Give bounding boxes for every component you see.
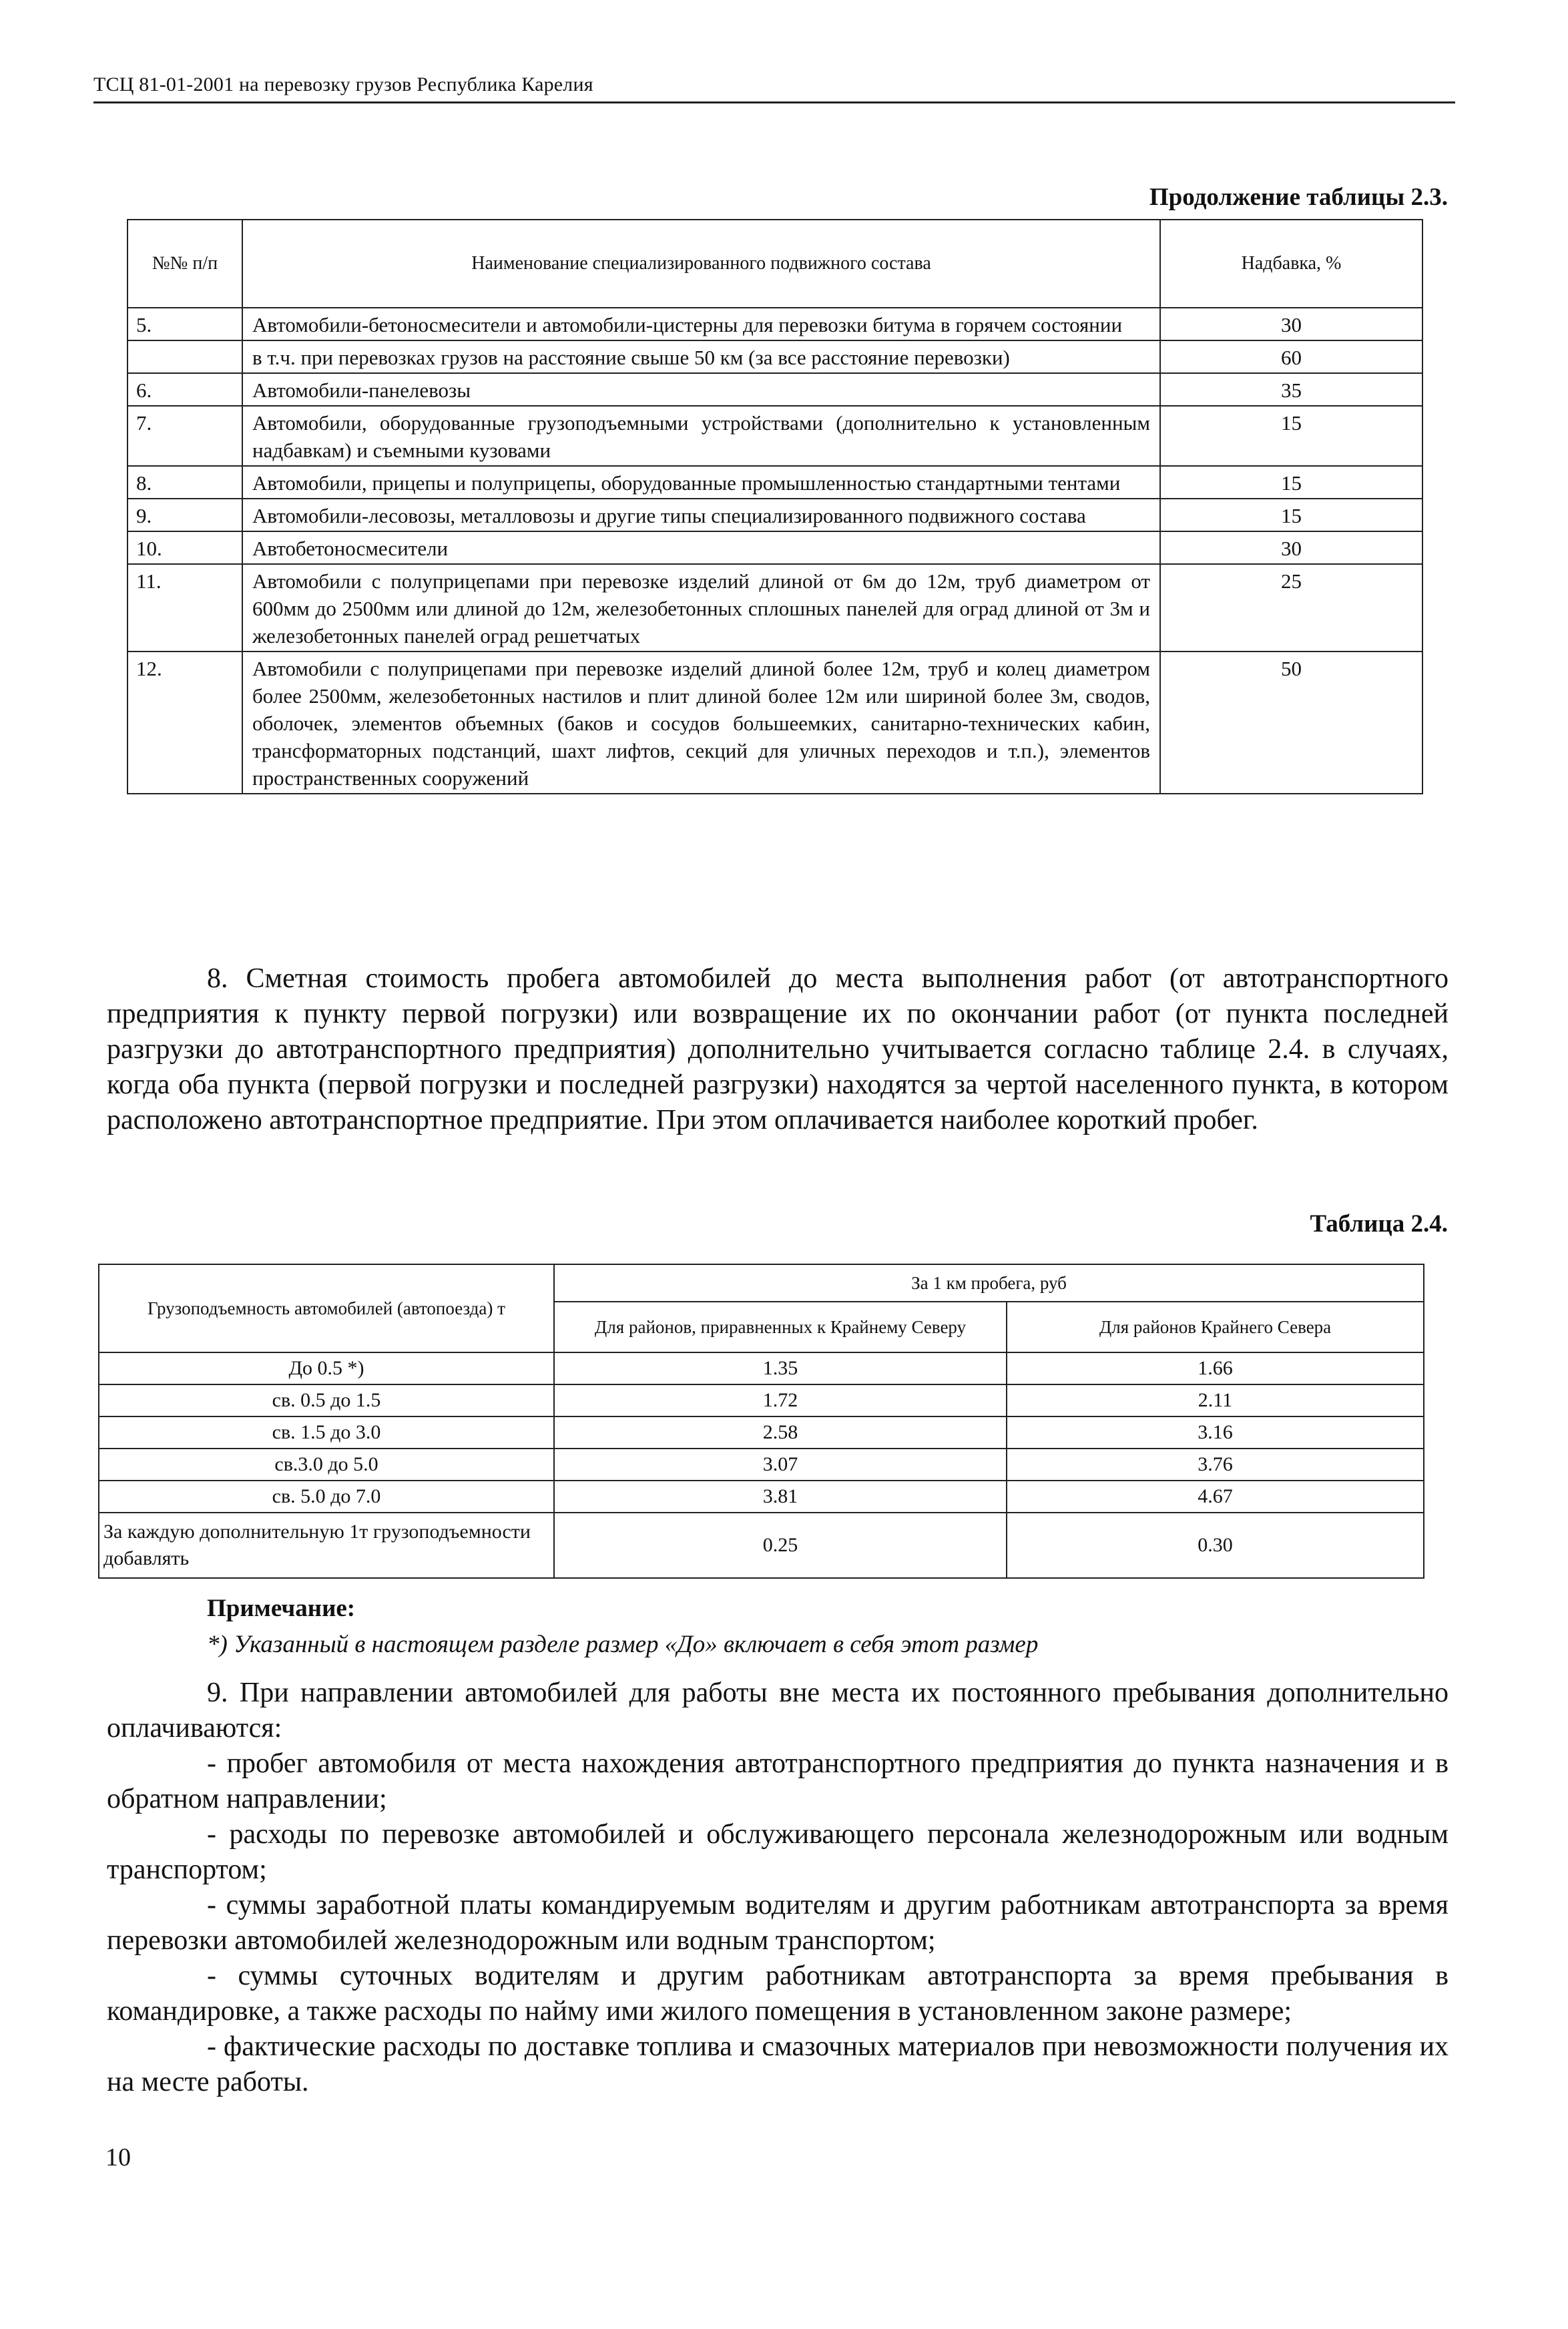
column-header-capacity: Грузоподъемность автомобилей (автопоезда) т	[99, 1264, 554, 1352]
row-value: 15	[1160, 466, 1422, 499]
table-row	[127, 340, 1422, 373]
table-row	[99, 1384, 1424, 1416]
row-value: 50	[1160, 652, 1422, 794]
row-number: 9.	[127, 499, 242, 531]
table-row	[99, 1352, 1424, 1384]
row-value-equivalent-north: 1.72	[554, 1384, 1007, 1416]
row-value-far-north: 4.67	[1007, 1481, 1424, 1513]
page-number: 10	[105, 2143, 131, 2171]
note-title: Примечание:	[207, 1595, 356, 1622]
list-item: - расходы по перевозке автомобилей и обслуживающего персонала железнодорожным или водным транспортом;	[107, 1819, 1449, 1885]
row-capacity: св. 1.5 до 3.0	[99, 1416, 554, 1449]
note-text: *) Указанный в настоящем разделе размер «До» включает в себя этот размер	[207, 1631, 1039, 1658]
row-value: 15	[1160, 499, 1422, 531]
row-number: 10.	[127, 531, 242, 564]
paragraph-8-text: 8. Сметная стоимость пробега автомобилей до места выполнения работ (от автотранспортного предприятия к пункту первой погрузки) или возвращение их по окончании работ (от пункта последней разгрузки до автотранспортного предприятия) дополнительно учитывается согласно таблице 2.4. в случаях, когда оба пункта (первой погрузки и последней разгрузки) находятся за чертой населенного пункта, в котором расположено автотранспортное предприятие. При этом оплачивается наиболее короткий пробег.	[107, 963, 1449, 1135]
table-row	[127, 564, 1422, 652]
row-capacity: За каждую дополнительную 1т грузоподъемности добавлять	[99, 1513, 554, 1578]
row-value-equivalent-north: 0.25	[554, 1513, 1007, 1578]
column-header-surcharge: Надбавка, %	[1160, 220, 1422, 308]
table-2-4	[98, 1264, 1424, 1579]
row-name: Автомобили с полуприцепами при перевозке изделий длиной более 12м, труб и колец диаметром более 2500мм, железобетонных настилов и плит длиной более 12м или шириной более 3м, сводов, оболочек, элементов объемных (баков и сосудов большеемких, санитарно-технических кабин, трансформаторных подстанций, шахт лифтов, секций для уличных переходов и т.п.), элементов пространственных сооружений	[242, 652, 1160, 794]
column-header-far-north: Для районов Крайнего Севера	[1007, 1302, 1424, 1352]
row-number: 7.	[127, 406, 242, 466]
row-value-far-north: 3.16	[1007, 1416, 1424, 1449]
row-value: 30	[1160, 531, 1422, 564]
row-value: 25	[1160, 564, 1422, 652]
table-row	[127, 652, 1422, 794]
table-row	[127, 466, 1422, 499]
paragraph-8	[107, 961, 1449, 1138]
row-number: 8.	[127, 466, 242, 499]
row-name: Автомобили с полуприцепами при перевозке изделий длиной от 6м до 12м, труб диаметром от 600мм до 2500мм или длиной до 12м, железобетонных сплошных панелей для оград длиной от 3м и железобетонных панелей оград решетчатых	[242, 564, 1160, 652]
table-row	[127, 308, 1422, 340]
row-value-equivalent-north: 3.07	[554, 1449, 1007, 1481]
table-row	[127, 406, 1422, 466]
table-header-row	[99, 1264, 1424, 1302]
row-number: 5.	[127, 308, 242, 340]
list-item: - суммы суточных водителям и другим работникам автотранспорта за время пребывания в командировке, а также расходы по найму ими жилого помещения в установленном законе размере;	[107, 1961, 1449, 2027]
row-number: 11.	[127, 564, 242, 652]
table-row	[99, 1416, 1424, 1449]
table-row	[99, 1449, 1424, 1481]
row-name: Автомобили-лесовозы, металловозы и другие типы специализированного подвижного состава	[242, 499, 1160, 531]
table-row	[127, 531, 1422, 564]
row-value-equivalent-north: 2.58	[554, 1416, 1007, 1449]
row-value: 30	[1160, 308, 1422, 340]
row-name: в т.ч. при перевозках грузов на расстояние свыше 50 км (за все расстояние перевозки)	[242, 340, 1160, 373]
table-row	[99, 1481, 1424, 1513]
row-capacity: св. 5.0 до 7.0	[99, 1481, 554, 1513]
row-name: Автомобили-бетоносмесители и автомобили-цистерны для перевозки битума в горячем состоянии	[242, 308, 1160, 340]
row-name: Автобетоносмесители	[242, 531, 1160, 564]
row-number: 6.	[127, 373, 242, 406]
row-name: Автомобили-панелевозы	[242, 373, 1160, 406]
list-item: - фактические расходы по доставке топлива и смазочных материалов при невозможности получения их на месте работы.	[107, 2031, 1449, 2097]
table-2-3	[127, 219, 1423, 794]
list-item: - суммы заработной платы командируемым водителям и другим работникам автотранспорта за время перевозки автомобилей железнодорожным или водным транспортом;	[107, 1890, 1449, 1956]
row-value: 60	[1160, 340, 1422, 373]
column-header-name: Наименование специализированного подвижного состава	[242, 220, 1160, 308]
row-number: 12.	[127, 652, 242, 794]
table-row	[99, 1513, 1424, 1578]
column-header-number: №№ п/п	[127, 220, 242, 308]
row-number	[127, 340, 242, 373]
row-value-far-north: 2.11	[1007, 1384, 1424, 1416]
header-rule	[93, 101, 1455, 103]
table-header-row	[127, 220, 1422, 308]
row-name: Автомобили, прицепы и полуприцепы, оборудованные промышленностью стандартными тентами	[242, 466, 1160, 499]
row-value-far-north: 0.30	[1007, 1513, 1424, 1578]
row-name: Автомобили, оборудованные грузоподъемными устройствами (дополнительно к установленным надбавкам) и съемными кузовами	[242, 406, 1160, 466]
row-value: 35	[1160, 373, 1422, 406]
row-value-far-north: 3.76	[1007, 1449, 1424, 1481]
row-capacity: св.3.0 до 5.0	[99, 1449, 554, 1481]
row-value: 15	[1160, 406, 1422, 466]
row-capacity: св. 0.5 до 1.5	[99, 1384, 554, 1416]
column-header-equivalent-north: Для районов, приравненных к Крайнему Северу	[554, 1302, 1007, 1352]
paragraph-9	[107, 1675, 1449, 2100]
table-row	[127, 499, 1422, 531]
row-capacity: До 0.5 *)	[99, 1352, 554, 1384]
running-header: ТСЦ 81-01-2001 на перевозку грузов Республика Карелия	[93, 73, 593, 95]
list-item: - пробег автомобиля от места нахождения автотранспортного предприятия до пункта назначения и в обратном направлении;	[107, 1748, 1449, 1814]
row-value-far-north: 1.66	[1007, 1352, 1424, 1384]
table-row	[127, 373, 1422, 406]
column-header-group: За 1 км пробега, руб	[554, 1264, 1424, 1302]
row-value-equivalent-north: 1.35	[554, 1352, 1007, 1384]
row-value-equivalent-north: 3.81	[554, 1481, 1007, 1513]
paragraph-9-intro: 9. При направлении автомобилей для работы вне места их постоянного пребывания дополнительно оплачиваются:	[107, 1677, 1449, 1744]
table-2-4-caption: Таблица 2.4.	[1310, 1210, 1448, 1238]
table-2-3-caption: Продолжение таблицы 2.3.	[1149, 184, 1448, 211]
